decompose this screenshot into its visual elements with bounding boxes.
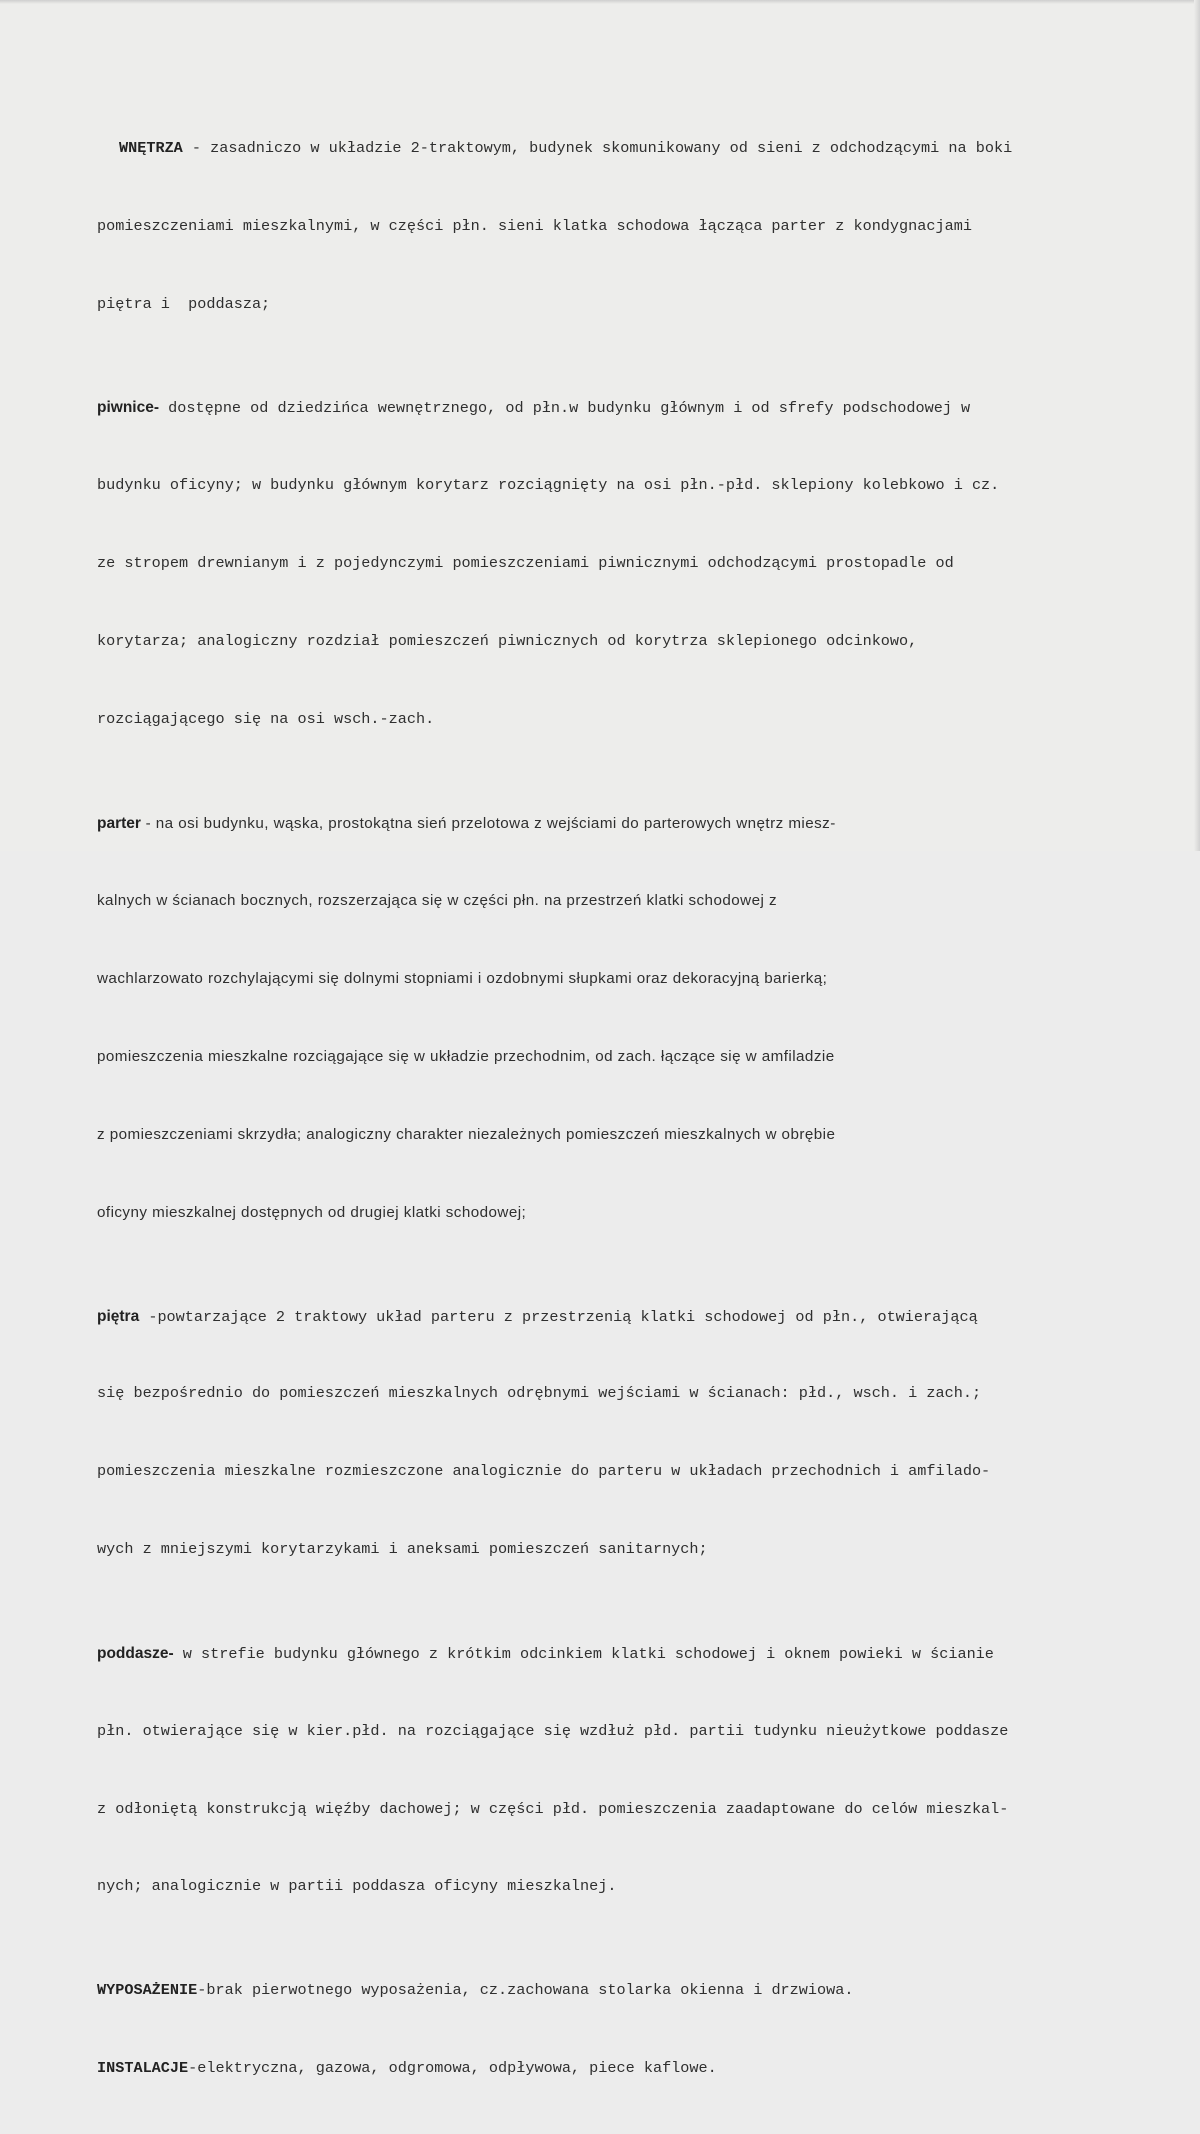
line-text: budynku oficyny; w budynku głównym korytarz rozciągnięty na osi płn.-płd. sklepiony kolebkowo i cz. — [97, 476, 1000, 495]
line-text: wachlarzowato rozchylającymi się dolnymi stopniami i ozdobnymi słupkami oraz dekoracyjną barierką; — [97, 970, 828, 988]
line-text: oficyny mieszkalnej dostępnych od drugiej klatki schodowej; — [97, 1203, 527, 1221]
section-label-instalacje: INSTALACJE — [97, 2059, 189, 2078]
line-poddasze — [97, 1641, 1127, 1667]
line-text: kalnych w ścianach bocznych, rozszerzająca się w części płn. na przestrzeń klatki schodowej z — [97, 892, 777, 910]
line-text: z odłoniętą konstrukcją więźby dachowej; w części płd. pomieszczenia zaadaptowane do celów mieszkal- — [97, 1799, 1009, 1818]
line — [97, 1459, 1127, 1485]
section-label-piwnice: piwnice- — [97, 399, 160, 417]
line — [97, 707, 1127, 733]
line — [97, 1537, 1127, 1563]
line — [97, 292, 1127, 318]
page-top-edge — [0, 0, 1200, 4]
line-text: piętra i poddasza; — [97, 294, 271, 313]
line-wyposazenie — [97, 1978, 1127, 2004]
section-label-wnetrza: WNĘTRZA — [119, 138, 183, 157]
line — [97, 888, 1127, 914]
line-text: -brak pierwotnego wyposażenia, cz.zachowana stolarka okienna i drzwiowa. — [197, 1981, 854, 2000]
line-text: nych; analogicznie w partii poddasza oficyny mieszkalnej. — [97, 1877, 617, 1896]
line — [97, 214, 1127, 240]
line-text: - na osi budynku, wąska, prostokątna sień przelotowa z wejściami do parterowych wnętrz miesz- — [140, 814, 836, 832]
line-text: -elektryczna, gazowa, odgromowa, odpływowa, piece kaflowe. — [188, 2059, 717, 2078]
section-label-pietra: piętra — [97, 1307, 140, 1325]
document-body — [97, 84, 1127, 2134]
line — [97, 1381, 1127, 1407]
line-text: korytarza; analogiczny rozdział pomieszczeń piwnicznych od korytrza sklepionego odcinkowo, — [97, 631, 918, 650]
line — [97, 473, 1127, 499]
line-text: pomieszczeniami mieszkalnymi, w części płn. sieni klatka schodowa łącząca parter z kondygnacjami — [97, 216, 972, 235]
line — [97, 1044, 1127, 1070]
section-label-parter: parter — [97, 814, 141, 832]
line-text: pomieszczenia mieszkalne rozmieszczone analogicznie do parteru w układach przechodnich i amfilado- — [97, 1462, 991, 1481]
line-text: - zasadniczo w układzie 2-traktowym, budynek skomunikowany od sieni z odchodzącymi na boki — [182, 138, 1013, 157]
line — [97, 1200, 1127, 1226]
line-piwnice — [97, 395, 1127, 421]
section-label-poddasze: poddasze- — [97, 1644, 174, 1662]
line-text: wych z mniejszymi korytarzykami i aneksami pomieszczeń sanitarnych; — [97, 1540, 708, 1559]
line — [97, 1797, 1127, 1823]
line-text: rozciągającego się na osi wsch.-zach. — [97, 709, 435, 728]
line — [97, 551, 1127, 577]
line-text: dostępne od dziedzińca wewnętrznego, od płn.w budynku głównym i od sfrefy podschodowej w — [159, 399, 971, 418]
line-wnetrza — [97, 136, 1127, 162]
line-text: płn. otwierające się w kier.płd. na rozciągające się wzdłuż płd. partii tudynku nieużytkowe poddasze — [97, 1721, 1009, 1740]
line-text: w strefie budynku głównego z krótkim odcinkiem klatki schodowej i oknem powieki w ścianie — [173, 1644, 994, 1663]
line-instalacje — [97, 2056, 1127, 2082]
line-pietra — [97, 1304, 1127, 1330]
line-text: pomieszczenia mieszkalne rozciągające się w układzie przechodnim, od zach. łączące się w amfiladzie — [97, 1048, 835, 1066]
line-text: się bezpośrednio do pomieszczeń mieszkalnych odrębnymi wejściami w ścianach: płd., wsch. i zach.; — [97, 1384, 982, 1403]
line-text: ze stropem drewnianym i z pojedynczymi pomieszczeniami piwnicznymi odchodzącymi prostopadle od — [97, 554, 954, 573]
line — [97, 1874, 1127, 1900]
line-text: z pomieszczeniami skrzydła; analogiczny charakter niezależnych pomieszczeń mieszkalnych w obrębie — [97, 1125, 836, 1143]
page-right-edge — [1194, 0, 1200, 851]
line — [97, 1122, 1127, 1148]
line-parter — [97, 811, 1127, 837]
line — [97, 1719, 1127, 1745]
section-label-wyposazenie: WYPOSAŻENIE — [97, 1981, 198, 2000]
line — [97, 966, 1127, 992]
line-text: -powtarzające 2 traktowy układ parteru z przestrzenią klatki schodowej od płn., otwierającą — [139, 1307, 978, 1326]
line — [97, 629, 1127, 655]
